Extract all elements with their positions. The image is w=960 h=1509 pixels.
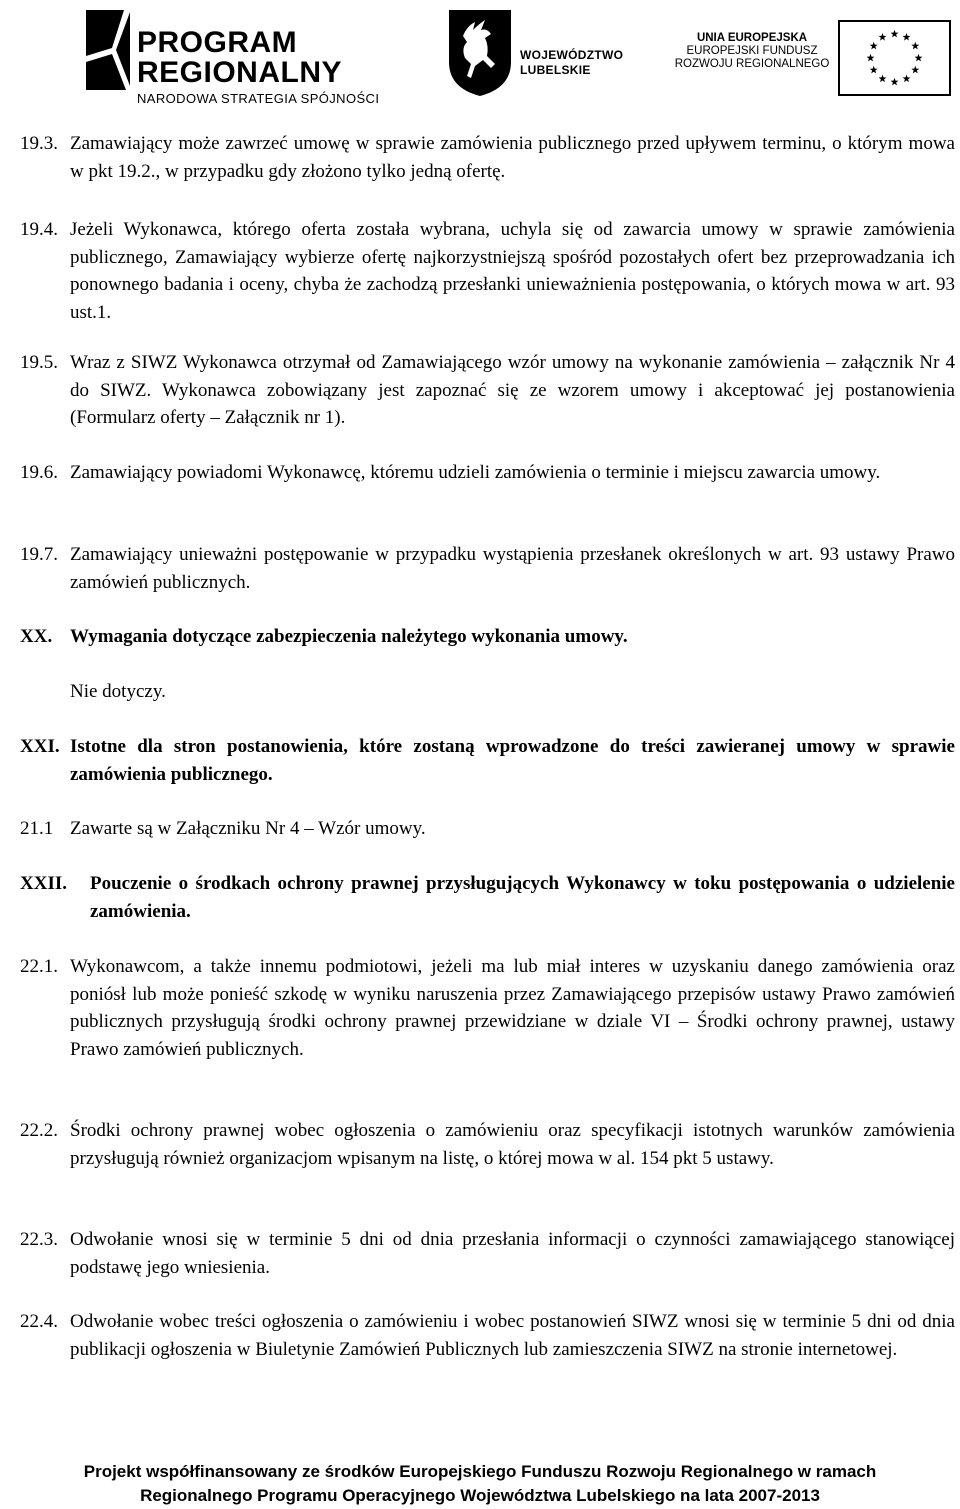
program-line1: PROGRAM (137, 26, 298, 59)
section-19-4 (20, 216, 955, 326)
section-xx-body (20, 678, 955, 706)
section-text: Jeżeli Wykonawca, którego oferta została wybrana, uchyla się od zawarcia umowy w sprawie zamówienia publicznego, Zamawiający wybierze ofertę najkorzystniejszą spośród pozostałych ofert bez przeprowadzania ich ponownego badania i oceny, chyba że zachodzą przesłanki unieważnienia postępowania, o których mowa w art. 93 ust.1. (70, 219, 955, 323)
footer-line1: Projekt współfinansowany ze środków Europejskiego Funduszu Rozwoju Regionalnego w ramach (83, 1462, 877, 1481)
section-number: 19.5. (20, 352, 58, 373)
section-text: Nie dotyczy. (70, 681, 166, 702)
section-text: Zawarte są w Załączniku Nr 4 – Wzór umowy. (70, 818, 426, 839)
section-number: 22.2. (20, 1120, 58, 1141)
program-line2: REGIONALNY (137, 56, 343, 89)
section-number: 22.1. (20, 956, 58, 977)
section-heading: Pouczenie o środkach ochrony prawnej przysługujących Wykonawcy w toku postępowania o udzielenie zamówienia. (90, 873, 955, 922)
ue-line2: EUROPEJSKI FUNDUSZ (686, 45, 818, 57)
section-xxii (20, 870, 955, 925)
program-regionalny-logo (82, 4, 392, 104)
section-22-3 (20, 1226, 955, 1281)
woj-line2: LUBELSKIE (520, 63, 591, 77)
section-text: Odwołanie wnosi się w terminie 5 dni od dnia przesłania informacji o czynności zamawiającego stanowiącej podstawę jego wniesienia. (70, 1229, 955, 1278)
ue-text-block (672, 32, 832, 92)
section-22-1 (20, 953, 955, 1063)
section-21-1 (20, 815, 955, 843)
section-number: XXII. (20, 873, 67, 894)
section-22-4 (20, 1308, 955, 1363)
section-xxi (20, 733, 955, 788)
eu-flag-icon (838, 20, 951, 96)
section-number: 21.1 (20, 818, 54, 839)
section-text: Środki ochrony prawnej wobec ogłoszenia o zamówieniu oraz specyfikacji istotnych warunków zamówienia przysługują również organizacjom wpisanym na listę, o której mowa w al. 154 pkt 5 ustawy. (70, 1120, 955, 1169)
footer-line2: Regionalnego Programu Operacyjnego Województwa Lubelskiego na lata 2007-2013 (140, 1486, 820, 1505)
wojewodztwo-lubelskie-logo (445, 6, 635, 106)
section-19-5 (20, 349, 955, 432)
section-22-2 (20, 1117, 955, 1172)
section-number: 19.6. (20, 462, 58, 483)
program-line3: NARODOWA STRATEGIA SPÓJNOŚCI (137, 91, 380, 106)
section-text: Zamawiający powiadomi Wykonawcę, któremu udzieli zamówienia o terminie i miejscu zawarcia umowy. (70, 462, 881, 483)
section-19-7 (20, 541, 955, 596)
section-text: Zamawiający może zawrzeć umowę w sprawie zamówienia publicznego przed upływem terminu, o którym mowa w pkt 19.2., w przypadku gdy złożono tylko jedną ofertę. (70, 133, 955, 182)
wojewodztwo-text (520, 48, 623, 78)
program-flag-icon (82, 6, 134, 92)
page-header (0, 0, 960, 110)
page-footer (0, 1460, 960, 1508)
woj-line1: WOJEWÓDZTWO (520, 48, 624, 62)
section-text: Wykonawcom, a także innemu podmiotowi, jeżeli ma lub miał interes w uzyskaniu danego zamówienia oraz poniósł lub może ponieść szkodę w wyniku naruszenia przez Zamawiającego przepisów ustawy Prawo zamówień publicznych przysługują środki ochrony prawnej przewidziane w dziale VI – Środki ochrony prawnej, ustawy Prawo zamówień publicznych. (70, 956, 955, 1060)
section-19-6 (20, 459, 955, 487)
section-text: Odwołanie wobec treści ogłoszenia o zamówieniu i wobec postanowień SIWZ wnosi się w terminie 5 dni od dnia publikacji ogłoszenia w Biuletynie Zamówień Publicznych lub zamieszczenia SIWZ na stronie internetowej. (70, 1311, 955, 1360)
deer-crest-icon (445, 6, 515, 98)
section-number: 19.3. (20, 133, 58, 154)
section-text: Zamawiający unieważni postępowanie w przypadku wystąpienia przesłanek określonych w art. 93 ustawy Prawo zamówień publicznych. (70, 544, 955, 593)
section-number: XX. (20, 626, 53, 647)
section-heading: Istotne dla stron postanowienia, które zostaną wprowadzone do treści zawieranej umowy w sprawie zamówienia publicznego. (70, 736, 955, 785)
section-number: 22.4. (20, 1311, 58, 1332)
section-number: XXI. (20, 736, 60, 757)
section-number: 22.3. (20, 1229, 58, 1250)
section-xx (20, 623, 955, 651)
section-heading: Wymagania dotyczące zabezpieczenia należytego wykonania umowy. (70, 626, 628, 647)
section-number: 19.4. (20, 219, 58, 240)
ue-line1: UNIA EUROPEJSKA (696, 32, 808, 44)
section-19-3 (20, 130, 955, 185)
section-number: 19.7. (20, 544, 58, 565)
ue-line3: ROZWOJU REGIONALNEGO (674, 58, 830, 70)
section-text: Wraz z SIWZ Wykonawca otrzymał od Zamawiającego wzór umowy na wykonanie zamówienia – załącznik Nr 4 do SIWZ. Wykonawca zobowiązany jest zapoznać się ze wzorem umowy i akceptować jej postanowienia (Formularz oferty – Załącznik nr 1). (70, 352, 955, 428)
